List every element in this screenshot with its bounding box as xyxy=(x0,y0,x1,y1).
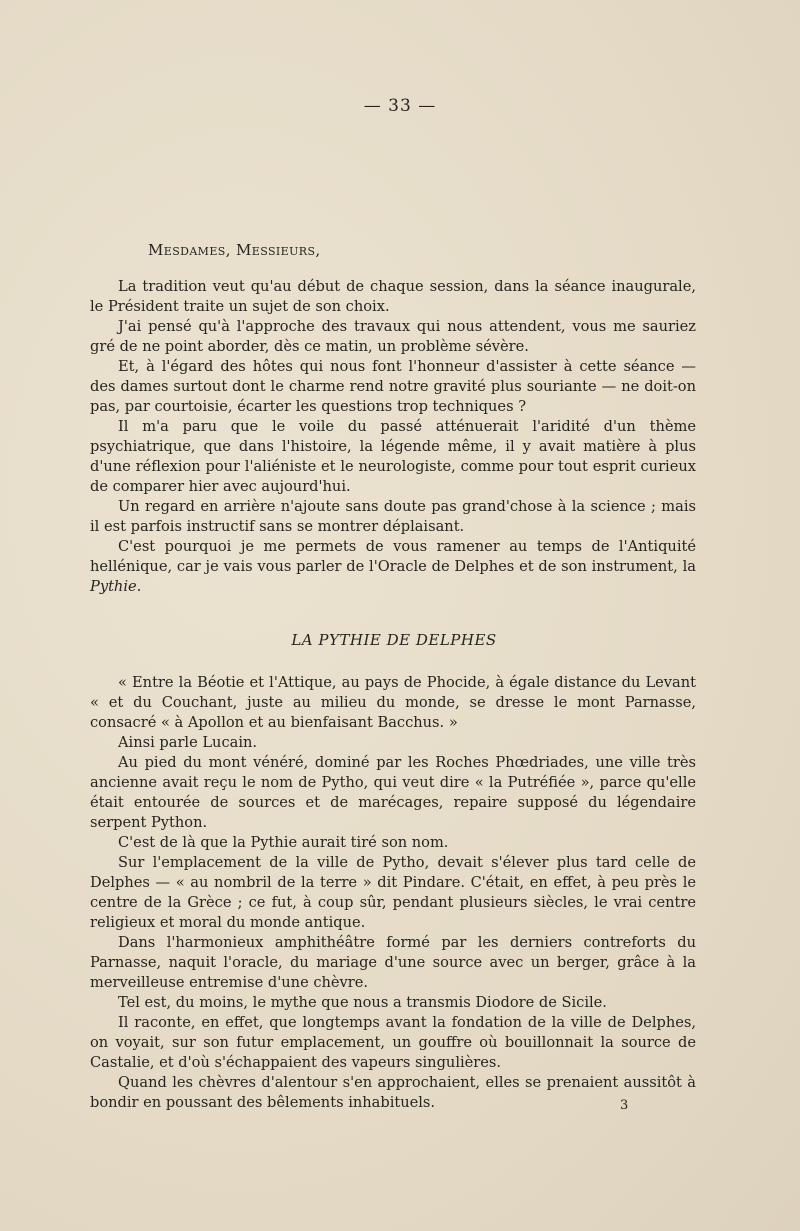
salutation-text: Mesdames, Messieurs, xyxy=(148,241,321,259)
paragraph: J'ai pensé qu'à l'approche des travaux qui nous attendent, vous me sauriez gré de ne point aborder, dès ce matin, un problème sévère. xyxy=(90,318,696,355)
paragraph xyxy=(90,537,696,597)
signature-mark: 3 xyxy=(620,1098,629,1113)
paragraph: « Entre la Béotie et l'Attique, au pays de Phocide, à égale distance du Levant « et du Couchant, juste au milieu du monde, se dresse le mont Parnasse, consacré « à Apollon et au bienfaisant Bacchus. » xyxy=(90,674,696,731)
paragraph: Sur l'emplacement de la ville de Pytho, devait s'élever plus tard celle de Delphes — « au nombril de la terre » dit Pindare. C'était, en effet, à peu près le centre de la Grèce ; ce fut, à coup sûr, pendant plusieurs siècles, le vrai centre religieux et moral du monde antique. xyxy=(90,854,696,931)
paragraph: Il m'a paru que le voile du passé atténuerait l'aridité d'un thème psychiatrique, que dans l'histoire, la légende même, il y avait matière à plus d'une réflexion pour l'aliéniste et le neurologiste, comme pour tout esprit curieux de comparer hier avec aujourd'hui. xyxy=(90,418,696,495)
paragraph: Dans l'harmonieux amphithéâtre formé par les derniers contreforts du Parnasse, naquit l'oracle, du mariage d'une source avec un berger, grâce à la merveilleuse entremise d'une chèvre. xyxy=(90,934,696,991)
paragraph: Tel est, du moins, le mythe que nous a transmis Diodore de Sicile. xyxy=(118,994,607,1011)
intro-text xyxy=(90,277,696,597)
paragraph: Quand les chèvres d'alentour s'en approchaient, elles se prenaient aussitôt à bondir en poussant des bêlements inhabituels. xyxy=(90,1074,696,1111)
paragraph: Il raconte, en effet, que longtemps avant la fondation de la ville de Delphes, on voyait, sur son futur emplacement, un gouffre où bouillonnait la source de Castalie, et d'où s'échappaient des vapeurs singulières. xyxy=(90,1014,696,1071)
paragraph: Au pied du mont vénéré, dominé par les Roches Phœdriades, une ville très ancienne avait reçu le nom de Pytho, qui veut dire « la Putréfiée », parce qu'elle était entourée de sources et de marécages, repaire supposé du légendaire serpent Python. xyxy=(90,754,696,831)
section-title: LA PYTHIE DE DELPHES xyxy=(291,631,497,649)
page-number: — 33 — xyxy=(363,96,437,116)
section-text xyxy=(90,673,696,1113)
paragraph: La tradition veut qu'au début de chaque session, dans la séance inaugurale, le Président traite un sujet de son choix. xyxy=(90,278,696,315)
paragraph-text: C'est pourquoi je me permets de vous ramener au temps de l'Antiquité hellénique, car je vais vous parler de l'Oracle de Delphes et de son instrument, la xyxy=(90,538,696,575)
pythie-italic: Pythie. xyxy=(90,578,142,595)
paragraph: Ainsi parle Lucain. xyxy=(118,734,258,751)
paragraph: Un regard en arrière n'ajoute sans doute pas grand'chose à la science ; mais il est parfois instructif sans se montrer déplaisant. xyxy=(90,498,696,535)
salutation xyxy=(148,241,321,259)
paragraph: C'est de là que la Pythie aurait tiré son nom. xyxy=(118,834,449,851)
paragraph: Et, à l'égard des hôtes qui nous font l'honneur d'assister à cette séance — des dames surtout dont le charme rend notre gravité plus souriante — ne doit-on pas, par courtoisie, écarter les questions trop techniques ? xyxy=(90,358,696,415)
